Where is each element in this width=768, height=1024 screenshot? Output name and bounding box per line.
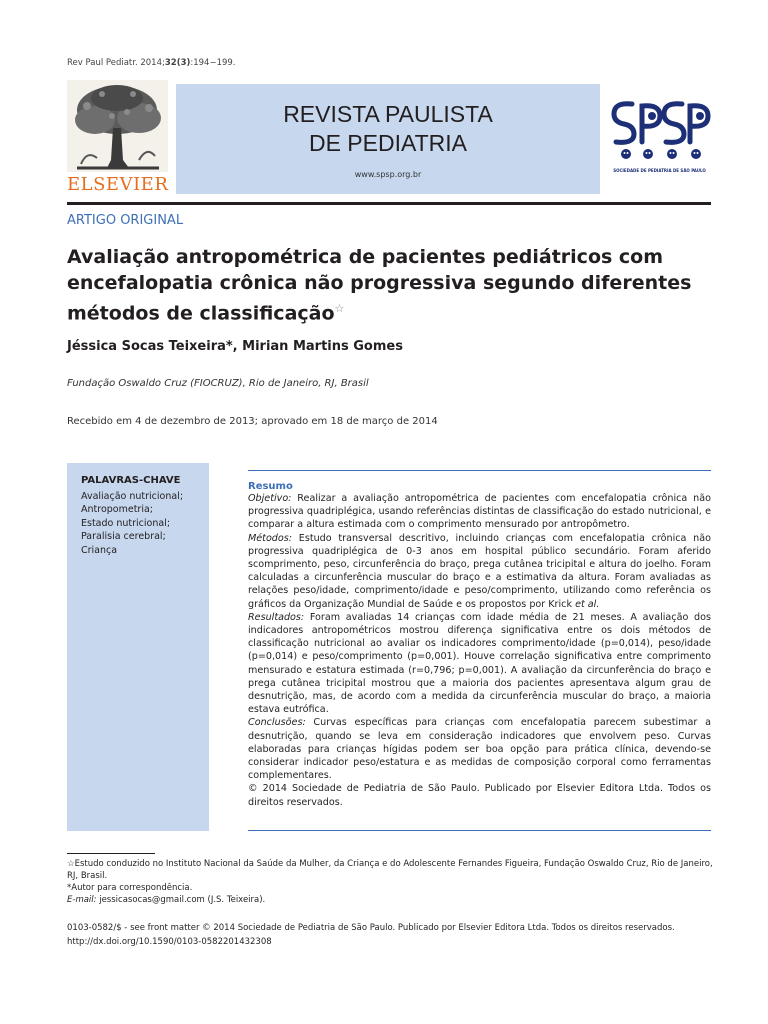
study-footnote: ☆Estudo conduzido no Instituto Nacional da Saúde da Mulher, da Criança e do Adolescente Fernandes Figueira, Fundação Oswaldo Cruz, Rio de Janeiro, RJ, Brasil. <box>67 859 713 881</box>
article-title-text: Avaliação antropométrica de pacientes pediátricos com encefalopatia crônica não progressiva segundo diferentes métodos de classificação <box>67 246 692 325</box>
spsp-logo <box>608 96 711 176</box>
email-address[interactable]: jessicasocas@gmail.com (J.S. Teixeira). <box>96 895 266 905</box>
email-footnote <box>67 894 717 906</box>
conclusions-text: Curvas específicas para crianças com encefalopatia parecem subestimar a desnutrição, quando se leva em consideração indicadores que envolvem peso. Curvas elaboradas para crianças hígidas podem ser boa opção para prática clínica, devendo-se considerar indicador peso/estatura e as medidas de composição corporal como ferramentas complementares. <box>248 717 711 782</box>
abstract-bottom-rule <box>248 830 711 831</box>
abstract-results <box>248 611 711 717</box>
journal-title-line2: DE PEDIATRIA <box>308 130 468 156</box>
abstract-body <box>248 492 711 809</box>
keyword-item: Criança <box>81 544 118 556</box>
methods-etal: et al. <box>575 598 600 610</box>
methods-text: Estudo transversal descritivo, incluindo crianças com encefalopatia crônica não progressiva quadriplégica de 0-3 anos em hospital público secundário. Foram aferido scomprimento, peso, circunferência do braço, prega cutânea tricipital e altura do joelho. Foram calculadas a circunferência muscular do braço e a estimativa da altura. Foram avaliadas as relações peso/idade, comprimento/idade e peso/comprimento, utilizando como referência os gráficos da Organização Mundial de Saúde e os propostos por Krick <box>248 532 711 610</box>
issn-line: 0103-0582/$ - see front matter © 2014 Sociedade de Pediatria de São Paulo. Publicado por Elsevier Editora Ltda. Todos os direitos reservados. <box>67 923 675 933</box>
keyword-item: Antropometria; <box>81 504 153 516</box>
abstract-top-rule <box>248 470 711 471</box>
keyword-item: Estado nutricional; <box>81 517 171 529</box>
email-label: E-mail: <box>67 895 97 905</box>
elsevier-wordmark: ELSEVIER <box>67 174 169 195</box>
results-label: Resultados: <box>248 611 305 623</box>
citation-volume: 32(3) <box>164 58 191 68</box>
footnotes <box>67 858 717 906</box>
journal-url[interactable]: www.spsp.org.br <box>354 170 422 179</box>
keywords-box <box>67 463 209 831</box>
abstract-conclusions <box>248 716 711 782</box>
journal-title <box>176 100 600 158</box>
abstract-copyright: © 2014 Sociedade de Pediatria de São Paulo. Publicado por Elsevier Editora Ltda. Todos os direitos reservados. <box>248 783 711 808</box>
keywords-heading: PALAVRAS-CHAVE <box>81 475 181 486</box>
objective-text: Realizar a avaliação antropométrica de pacientes com encefalopatia crônica não progressiva quadriplégica, usando referências distintas de classificação do estado nutricional, e comparar a altura estimada com o comprimento mensurado por antropômetro. <box>248 493 711 531</box>
header-divider <box>67 202 711 205</box>
footnote-rule <box>67 853 155 854</box>
author-affiliation: Fundação Oswaldo Cruz (FIOCRUZ), Rio de Janeiro, RJ, Brasil <box>67 378 369 389</box>
article-section-label: ARTIGO ORIGINAL <box>67 213 184 228</box>
spsp-emblem-icon <box>608 96 711 168</box>
objective-label: Objetivo: <box>248 493 292 504</box>
elsevier-logo <box>67 80 168 195</box>
conclusions-label: Conclusões: <box>248 717 306 729</box>
methods-label: Métodos: <box>248 532 293 544</box>
journal-citation <box>67 58 236 68</box>
keywords-list <box>81 490 183 557</box>
article-authors: Jéssica Socas Teixeira*, Mirian Martins Gomes <box>67 339 403 354</box>
abstract-objective <box>248 492 711 532</box>
results-text: Foram avaliadas 14 crianças com idade média de 21 meses. A avaliação dos indicadores antropométricos mostrou diferença significativa entre os dois métodos de classificação nutricional ao avaliar os indicadores comprimento/idade (p=0,014), peso/idade (p=0,014) e peso/comprimento (p=0,001). Houve correlação significativa entre comprimento mensurado e estatura estimada (r=0,796; p=0,001). A avaliação da circunferência do braço e prega cutânea tricipital mostrou que a maioria dos pacientes apresentava algum grau de desnutrição, mas, de acordo com a medida da circunferência muscular do braço, a maioria estava eutrófica. <box>248 611 711 716</box>
abstract-heading: Resumo <box>248 481 293 492</box>
received-accepted-dates: Recebido em 4 de dezembro de 2013; aprovado em 18 de março de 2014 <box>67 416 438 427</box>
article-title <box>67 244 717 326</box>
publication-meta <box>67 921 717 949</box>
keyword-item: Paralisia cerebral; <box>81 531 166 543</box>
title-footnote-mark: ☆ <box>334 302 345 315</box>
citation-prefix: Rev Paul Pediatr. 2014; <box>67 58 165 68</box>
journal-banner <box>176 84 600 194</box>
journal-title-line1: REVISTA PAULISTA <box>283 101 493 127</box>
elsevier-tree-icon <box>67 80 168 172</box>
keyword-item: Avaliação nutricional; <box>81 491 184 502</box>
spsp-caption: SOCIEDADE DE PEDIATRIA DE SÃO PAULO <box>613 168 706 173</box>
corresponding-author-note: *Autor para correspondência. <box>67 883 193 893</box>
abstract-methods <box>248 532 711 611</box>
doi-link[interactable]: http://dx.doi.org/10.1590/0103-0582201432308 <box>67 937 272 947</box>
citation-pages: :194−199. <box>190 58 236 68</box>
